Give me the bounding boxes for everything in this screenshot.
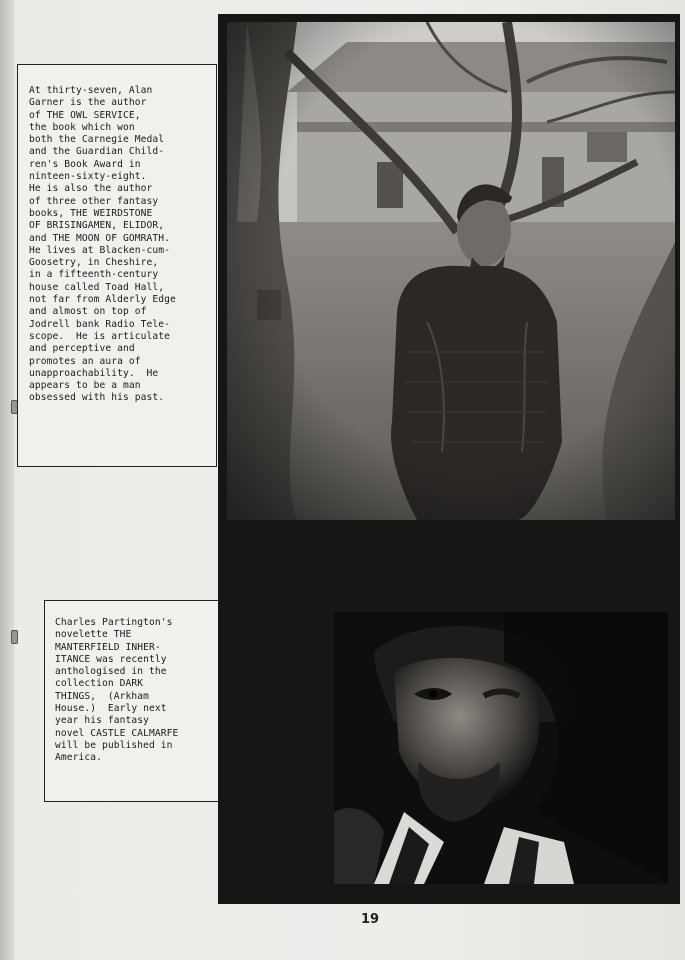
bio-line: of three other fantasy [29,195,159,207]
bio-line: books, THE WEIRDSTONE [29,207,153,219]
bio-line: THINGS, (Arkham [55,690,150,702]
bio-line: will be published in [55,739,173,751]
bio-line: and perceptive and [29,343,135,355]
charles-partington-photo [334,612,668,884]
bio-line: obsessed with his past. [29,392,165,404]
bio-line: unapproachability. He [29,367,159,379]
bio-line: MANTERFIELD INHER- [55,641,161,653]
bio-line: America. [55,752,103,764]
bio-line: both the Carnegie Medal [29,134,165,146]
bio-line: promotes an aura of [29,355,141,367]
bio-line: house called Toad Hall, [29,281,165,293]
charles-partington-bio-box [44,600,220,802]
bio-line: and the Guardian Child- [29,146,165,158]
alan-garner-photo [227,22,675,520]
page-number: 19 [360,912,380,927]
bio-line: OF BRISINGAMEN, ELIDOR, [29,220,165,232]
bio-line: of THE OWL SERVICE, [29,109,141,121]
staple-mark [11,630,18,644]
bio-line: ITANCE was recently [55,653,167,665]
alan-garner-bio-box [17,64,217,467]
bio-line: year his fantasy [55,715,150,727]
bio-line: novel CASTLE CALMARFE [55,727,179,739]
bio-line: ren's Book Award in [29,158,141,170]
bio-line: in a fifteenth-century [29,269,159,281]
bio-line: He lives at Blacken-cum- [29,244,171,256]
bio-line: and almost on top of [29,306,147,318]
bio-line: ninteen-sixty-eight. [29,171,147,183]
bio-line: He is also the author [29,183,153,195]
bio-line: appears to be a man [29,380,141,392]
bio-line: the book which won [29,121,135,133]
bio-line: novelette THE [55,629,132,641]
bio-line: anthologised in the [55,666,167,678]
bio-line: scope. He is articulate [29,330,171,342]
page-spine [0,0,14,960]
bio-line: collection DARK [55,678,144,690]
bio-line: Goosetry, in Cheshire, [29,257,159,269]
bio-line: Jodrell bank Radio Tele- [29,318,171,330]
bio-line: Charles Partington's [55,617,173,628]
bio-line: not far from Alderly Edge [29,294,176,306]
bio-line: Garner is the author [29,97,147,109]
bio-line: House.) Early next [55,703,167,715]
bio-line: and THE MOON OF GOMRATH. [29,232,171,244]
bio-line: At thirty-seven, Alan [29,85,153,96]
